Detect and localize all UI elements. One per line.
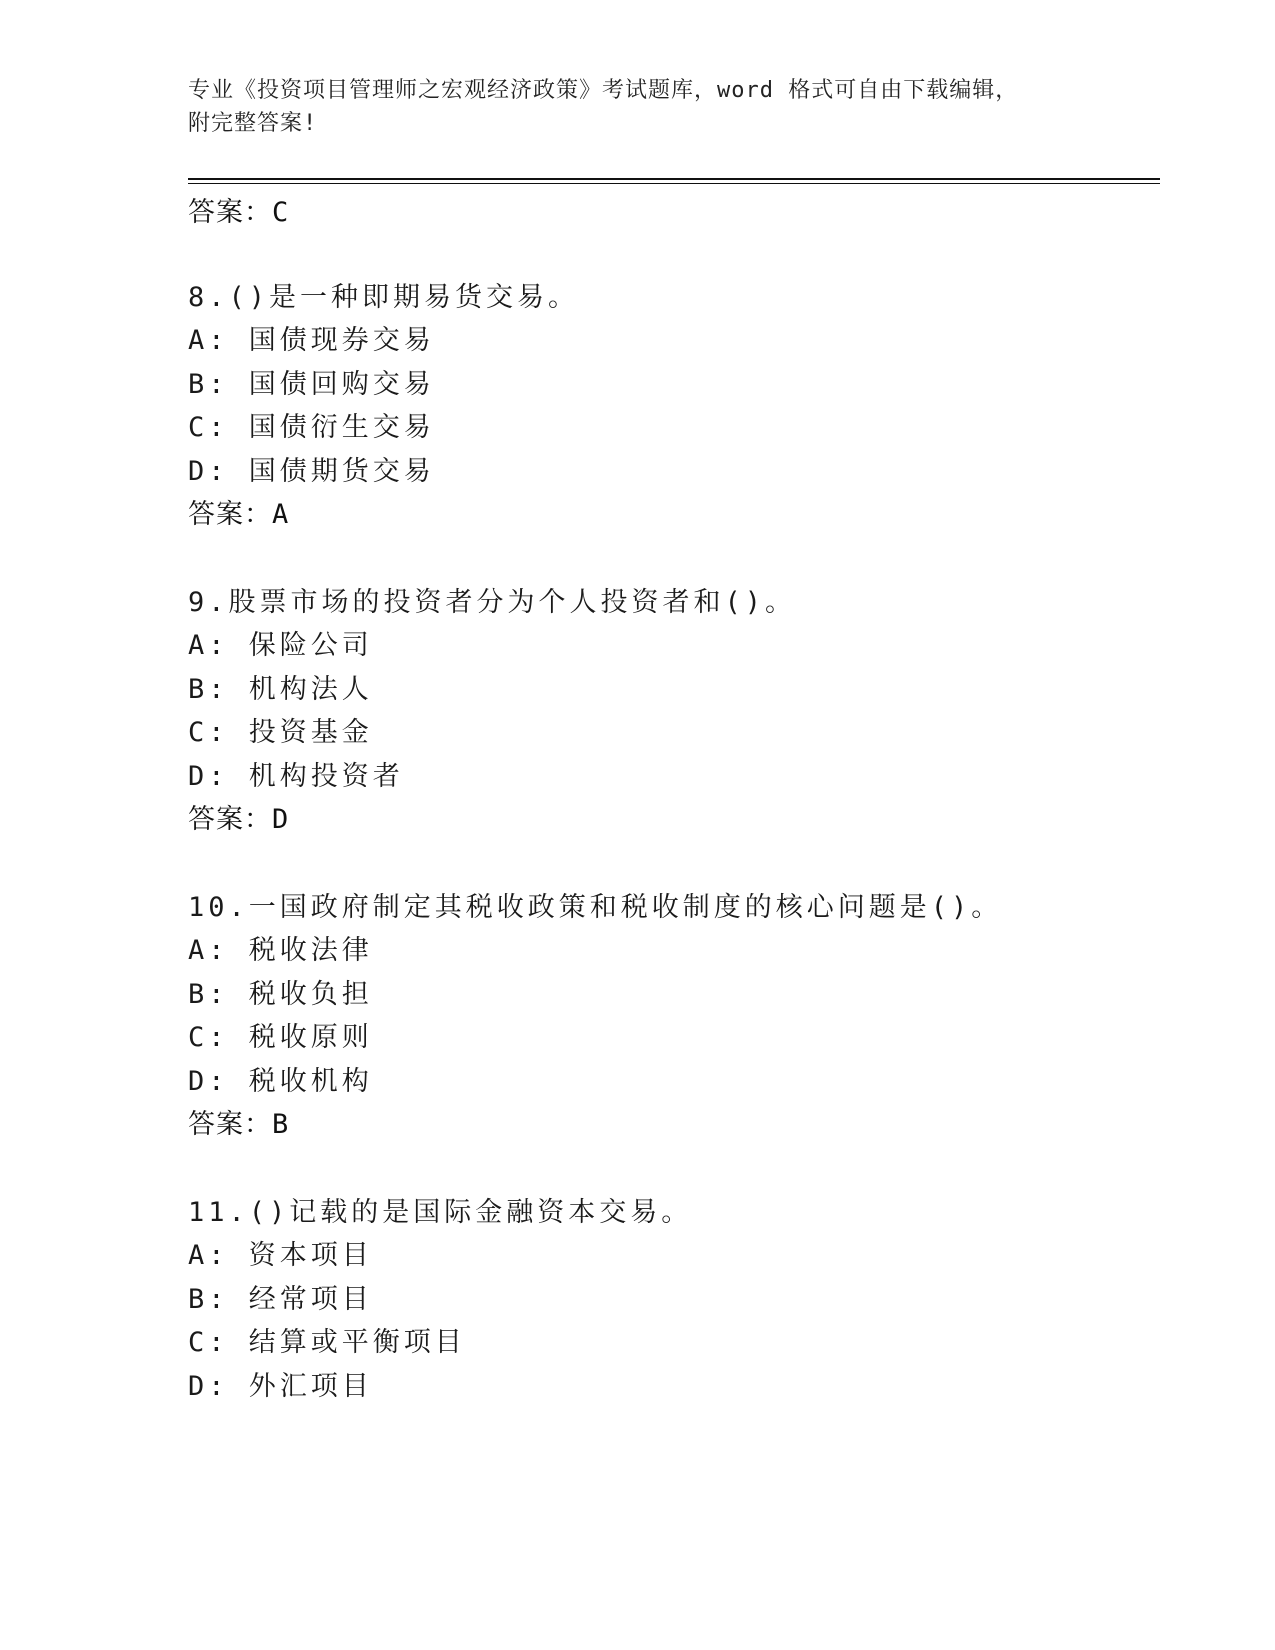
option-8-c: C: 国债衍生交易 — [188, 412, 435, 443]
answer-line-9 — [188, 797, 288, 836]
option-11-c: C: 结算或平衡项目 — [188, 1327, 466, 1358]
option-11-a: A: 资本项目 — [188, 1240, 373, 1271]
option-11-b: B: 经常项目 — [188, 1284, 373, 1315]
option-8-a: A: 国债现券交易 — [188, 325, 435, 356]
option-9-c: C: 投资基金 — [188, 717, 373, 748]
answer-value: A — [272, 499, 289, 530]
answer-value: D — [272, 804, 289, 835]
option-10-b: B: 税收负担 — [188, 979, 373, 1010]
answer-line-8 — [188, 492, 288, 531]
header-line-1: 专业《投资项目管理师之宏观经济政策》考试题库，word 格式可自由下载编辑， — [188, 78, 1019, 103]
question-stem-10: 10.一国政府制定其税收政策和税收制度的核心问题是()。 — [188, 892, 1003, 923]
question-stem-9: 9.股票市场的投资者分为个人投资者和()。 — [188, 587, 797, 618]
option-11-d: D: 外汇项目 — [188, 1371, 373, 1402]
question-stem-11: 11.()记载的是国际金融资本交易。 — [188, 1197, 693, 1228]
answer-label: 答案： — [188, 499, 272, 530]
option-9-a: A: 保险公司 — [188, 630, 373, 661]
document-header — [188, 74, 1088, 140]
option-8-b: B: 国债回购交易 — [188, 369, 435, 400]
option-10-a: A: 税收法律 — [188, 935, 373, 966]
option-8-d: D: 国债期货交易 — [188, 456, 435, 487]
option-10-c: C: 税收原则 — [188, 1022, 373, 1053]
option-9-b: B: 机构法人 — [188, 674, 373, 705]
header-line-2: 附完整答案! — [188, 111, 318, 136]
option-9-d: D: 机构投资者 — [188, 761, 404, 792]
answer-label: 答案： — [188, 804, 272, 835]
answer-line-10 — [188, 1102, 288, 1141]
answer-label: 答案： — [188, 197, 272, 228]
answer-value: B — [272, 1109, 289, 1140]
answer-label: 答案： — [188, 1109, 272, 1140]
option-10-d: D: 税收机构 — [188, 1066, 373, 1097]
header-divider-thick — [188, 178, 1160, 180]
header-divider-thin — [188, 183, 1160, 184]
question-stem-8: 8.()是一种即期易货交易。 — [188, 282, 580, 313]
answer-line-prev — [188, 190, 288, 229]
answer-value: C — [272, 197, 289, 228]
